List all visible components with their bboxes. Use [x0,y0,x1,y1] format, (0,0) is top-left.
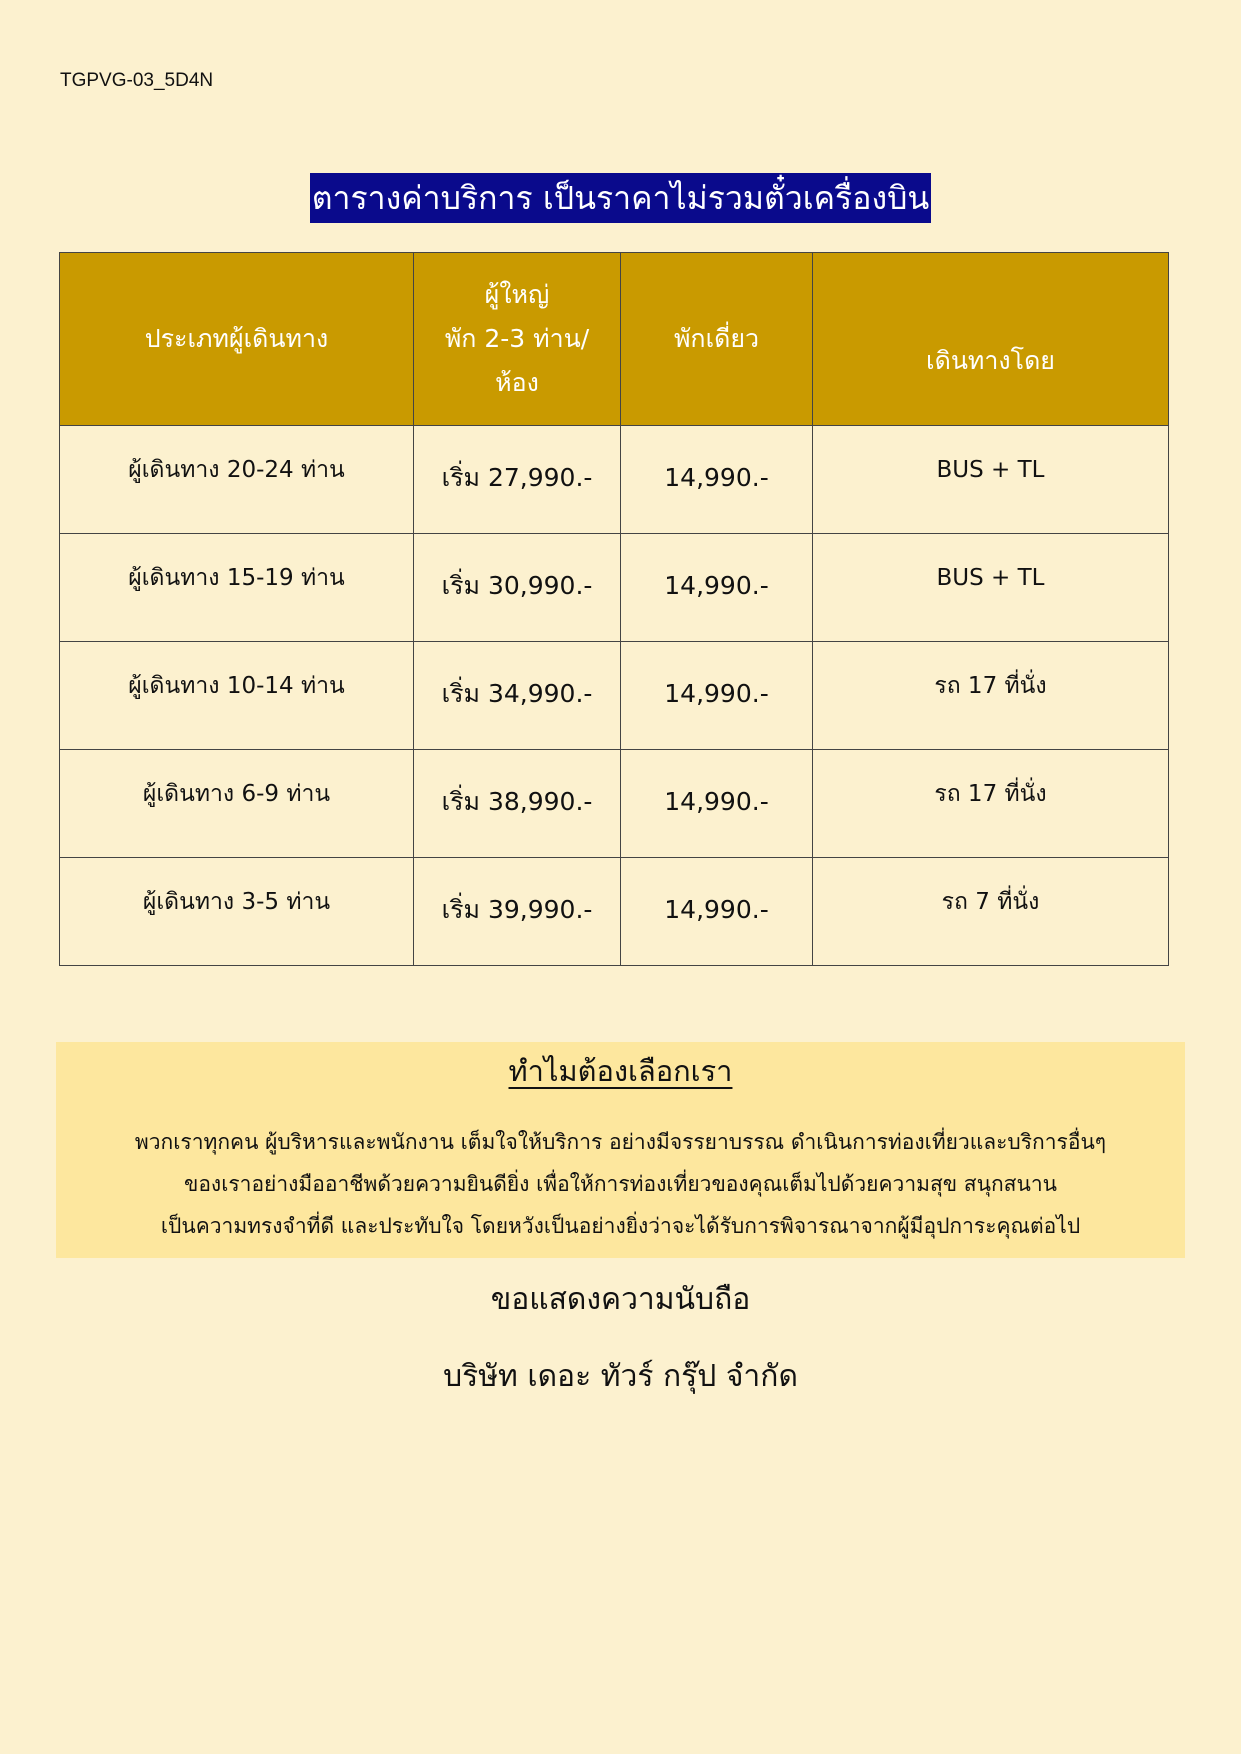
cell-single-price [621,858,813,966]
single-price-text: 14,990.- [664,463,769,492]
cell-adult-price [414,426,621,534]
header-traveler-type-label: ประเภทผู้เดินทาง [144,324,329,353]
cell-adult-price [414,642,621,750]
cell-traveler-type [60,534,414,642]
header-traveler-type [60,253,414,426]
transport-text: รถ 17 ที่นั่ง [934,672,1047,699]
cell-adult-price [414,534,621,642]
cell-adult-price [414,858,621,966]
table-header-row [60,253,1169,426]
single-price-text: 14,990.- [664,787,769,816]
cell-transport [813,858,1169,966]
transport-text: รถ 17 ที่นั่ง [934,780,1047,807]
cell-transport [813,426,1169,534]
traveler-type-text: ผู้เดินทาง 15-19 ท่าน [128,564,345,591]
cell-adult-price [414,750,621,858]
why-choose-us-box [56,1042,1185,1258]
cell-transport [813,642,1169,750]
adult-price-text: เริ่ม 38,990.- [441,786,593,816]
header-adult-line3: ห้อง [495,368,539,397]
closing-regards: ขอแสดงความนับถือ [490,1282,751,1317]
cell-traveler-type [60,426,414,534]
title-container [0,173,1241,223]
header-adult-price [414,253,621,426]
traveler-type-text: ผู้เดินทาง 6-9 ท่าน [142,780,331,807]
why-choose-us-line-2: ของเราอย่างมืออาชีพด้วยความยินดียิ่ง เพื่อให้การท่องเที่ยวของคุณเต็มไปด้วยความสุข สนุกสนาน [183,1172,1058,1196]
cell-single-price [621,750,813,858]
traveler-type-text: ผู้เดินทาง 20-24 ท่าน [128,456,345,483]
header-adult-line2: พัก 2-3 ท่าน/ [444,324,590,353]
cell-transport [813,534,1169,642]
cell-traveler-type [60,858,414,966]
page-title: ตารางค่าบริการ เป็นราคาไม่รวมตั๋วเครื่องบิน [310,173,932,223]
table-row [60,426,1169,534]
adult-price-text: เริ่ม 39,990.- [441,894,593,924]
cell-transport [813,750,1169,858]
cell-single-price [621,534,813,642]
table-row [60,750,1169,858]
cell-traveler-type [60,642,414,750]
transport-text: BUS + TL [936,456,1045,483]
cell-single-price [621,426,813,534]
price-table [59,252,1169,966]
cell-single-price [621,642,813,750]
table-row [60,534,1169,642]
adult-price-text: เริ่ม 30,990.- [441,570,593,600]
adult-price-text: เริ่ม 27,990.- [441,462,593,492]
why-choose-us-line-3: เป็นความทรงจำที่ดี และประทับใจ โดยหวังเป็นอย่างยิ่งว่าจะได้รับการพิจารณาจากผู้มีอุปการะคุณต่อไป [160,1214,1081,1238]
single-price-text: 14,990.- [664,895,769,924]
transport-text: รถ 7 ที่นั่ง [941,888,1040,915]
single-price-text: 14,990.- [664,679,769,708]
company-name: บริษัท เดอะ ทัวร์ กรุ๊ป จำกัด [443,1359,798,1394]
cell-traveler-type [60,750,414,858]
document-code: TGPVG-03_5D4N [60,70,214,91]
why-choose-us-line-1: พวกเราทุกคน ผู้บริหารและพนักงาน เต็มใจให้บริการ อย่างมีจรรยาบรรณ ดำเนินการท่องเที่ยวและบริการอื่นๆ [134,1130,1107,1154]
traveler-type-text: ผู้เดินทาง 3-5 ท่าน [142,888,331,915]
table-row [60,858,1169,966]
why-choose-us-heading: ทำไมต้องเลือกเรา [508,1054,733,1088]
header-single-label: พักเดี่ยว [673,324,760,353]
header-adult-line1: ผู้ใหญ่ [484,280,550,309]
header-transport-label: เดินทางโดย [926,346,1055,375]
table-row [60,642,1169,750]
transport-text: BUS + TL [936,564,1045,591]
single-price-text: 14,990.- [664,571,769,600]
header-transport [813,253,1169,426]
traveler-type-text: ผู้เดินทาง 10-14 ท่าน [128,672,345,699]
adult-price-text: เริ่ม 34,990.- [441,678,593,708]
header-single-supplement [621,253,813,426]
